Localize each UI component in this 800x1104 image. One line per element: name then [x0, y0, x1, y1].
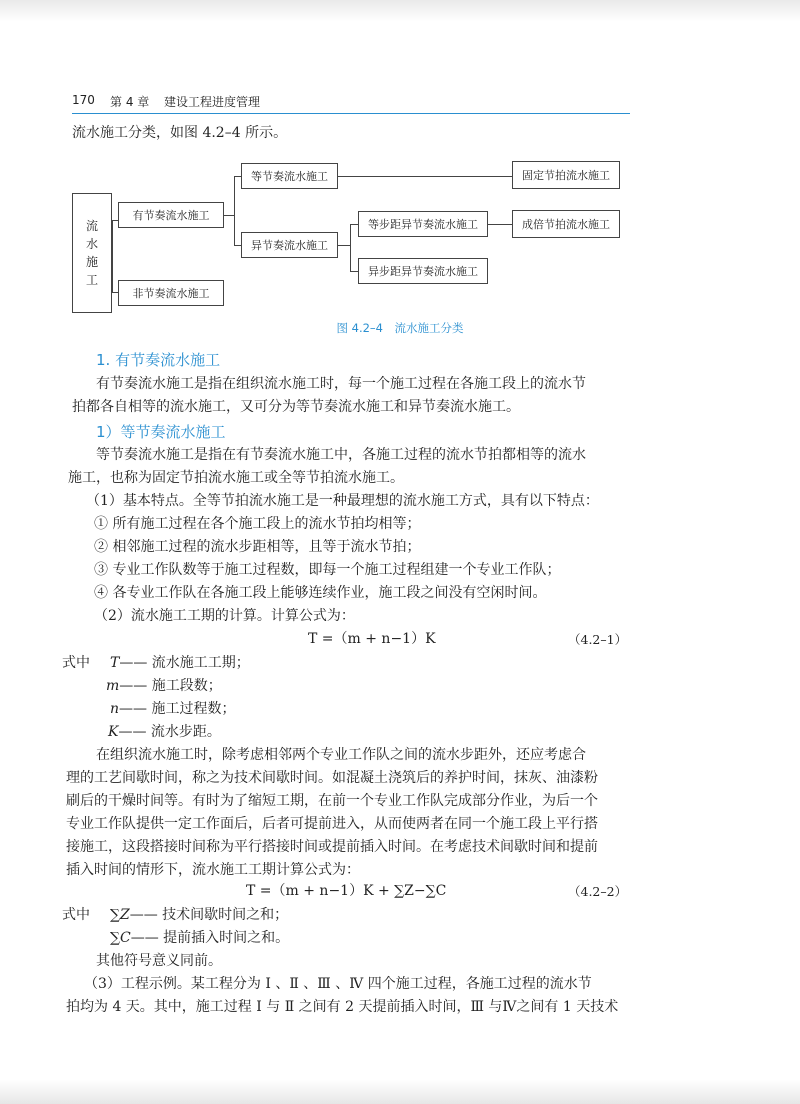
section1-paragraph: 有节奏流水施工是指在组织流水施工时，每一个施工过程在各施工段上的流水节 拍都各自相等的流水施工，又可分为等节奏流水施工和异节奏流水施工。 [72, 376, 586, 415]
section-heading-1-1: 1）等节奏流水施工 [96, 423, 226, 441]
formula-2: T =（m + n−1）K + ∑Z−∑C [246, 883, 447, 899]
gap-paragraph: 在组织流水施工时，除考虑相邻两个专业工作队之间的流水步距外，还应考虑合 理的工艺间歇时间，称之为技术间歇时间。如混凝土浇筑后的养护时间，抹灰、油漆粉 刷后的干燥时间等。有时为了缩短工期，在前一个专业工作队完成部分作业，为后一个 专业工作队提供一定工作面后，后者可提前进入，从而使两者在同一个施工段上平行搭 接施工，这段搭接时间称为平行搭接时间或提前插入时间。在考虑技术间歇时间和提前 插入时间的情形下，流水施工工期计算公式为： [66, 747, 598, 878]
example-paragraph: （3）工程示例。某工程分为 Ⅰ 、Ⅱ 、Ⅲ 、Ⅳ 四个施工过程，各施工过程的流水节 拍均为 4 天。其中，施工过程 Ⅰ 与 Ⅱ 之间有 2 天提前插入时间，Ⅲ 与Ⅳ之间有 1 天技术 [66, 976, 619, 1015]
def-item: n—— 施工过程数； [110, 701, 236, 717]
figure-caption: 图 4.2–4 流水施工分类 [336, 321, 464, 335]
def-item: T—— 流水施工工期； [110, 655, 250, 671]
running-head [72, 93, 630, 113]
defs-lead: 式中 [62, 907, 90, 923]
def-item: ∑C—— 提前插入时间之和。 [110, 930, 290, 946]
unequal-rhythm-box: 异节奏流水施工 [241, 232, 338, 258]
page-shadow-bottom [0, 1080, 800, 1104]
equal-step-box: 等步距异节奏流水施工 [358, 211, 488, 237]
def-item: m—— 施工段数； [106, 678, 222, 694]
page-shadow-top [0, 0, 800, 22]
header-rule [72, 113, 630, 114]
def-item: ∑Z—— 技术间歇时间之和； [110, 907, 289, 923]
formula-1-number: （4.2–1） [568, 632, 628, 647]
unequal-step-box: 异步距异节奏流水施工 [358, 258, 488, 284]
section-heading-1: 1. 有节奏流水施工 [96, 351, 221, 369]
chapter-label: 第 4 章 [110, 95, 150, 109]
non-rhythmic-box: 非节奏流水施工 [118, 280, 224, 306]
chapter-title: 建设工程进度管理 [164, 95, 261, 109]
defs-note: 其他符号意义同前。 [96, 953, 222, 969]
formula-2-number: （4.2–2） [568, 884, 628, 899]
section1-1-body: 等节奏流水施工是指在有节奏流水施工中，各施工过程的流水节拍都相等的流水 施工，也称为固定节拍流水施工或全等节拍流水施工。 （1）基本特点。全等节拍流水施工是一种最理想的流水施工方式，具有以下特点： ① 所有施工过程在各个施工段上的流水节拍均相等； ② 相邻施工过程的流水步距相等，且等于流水节拍； ③ 专业工作队数等于施工过程数，即每一个施工过程组建一个专业工作队； ④ 各专业工作队在各施工段上能够连续作业，施工段之间没有空闲时间。 （2）流水施工工期的计算。计算公式为： [68, 447, 599, 624]
rhythmic-box: 有节奏流水施工 [118, 202, 224, 228]
root-box: 流 水 施 工 [72, 193, 112, 313]
equal-rhythm-box: 等节奏流水施工 [241, 163, 338, 189]
fixed-beat-box: 固定节拍流水施工 [512, 161, 620, 189]
defs-lead: 式中 [62, 655, 90, 671]
multiple-beat-box: 成倍节拍流水施工 [512, 210, 620, 238]
def-item: K—— 流水步距。 [108, 724, 221, 740]
page-number: 170 [72, 93, 95, 107]
formula-1: T =（m + n−1）K [308, 631, 436, 647]
intro-text: 流水施工分类，如图 4.2–4 所示。 [72, 125, 288, 141]
